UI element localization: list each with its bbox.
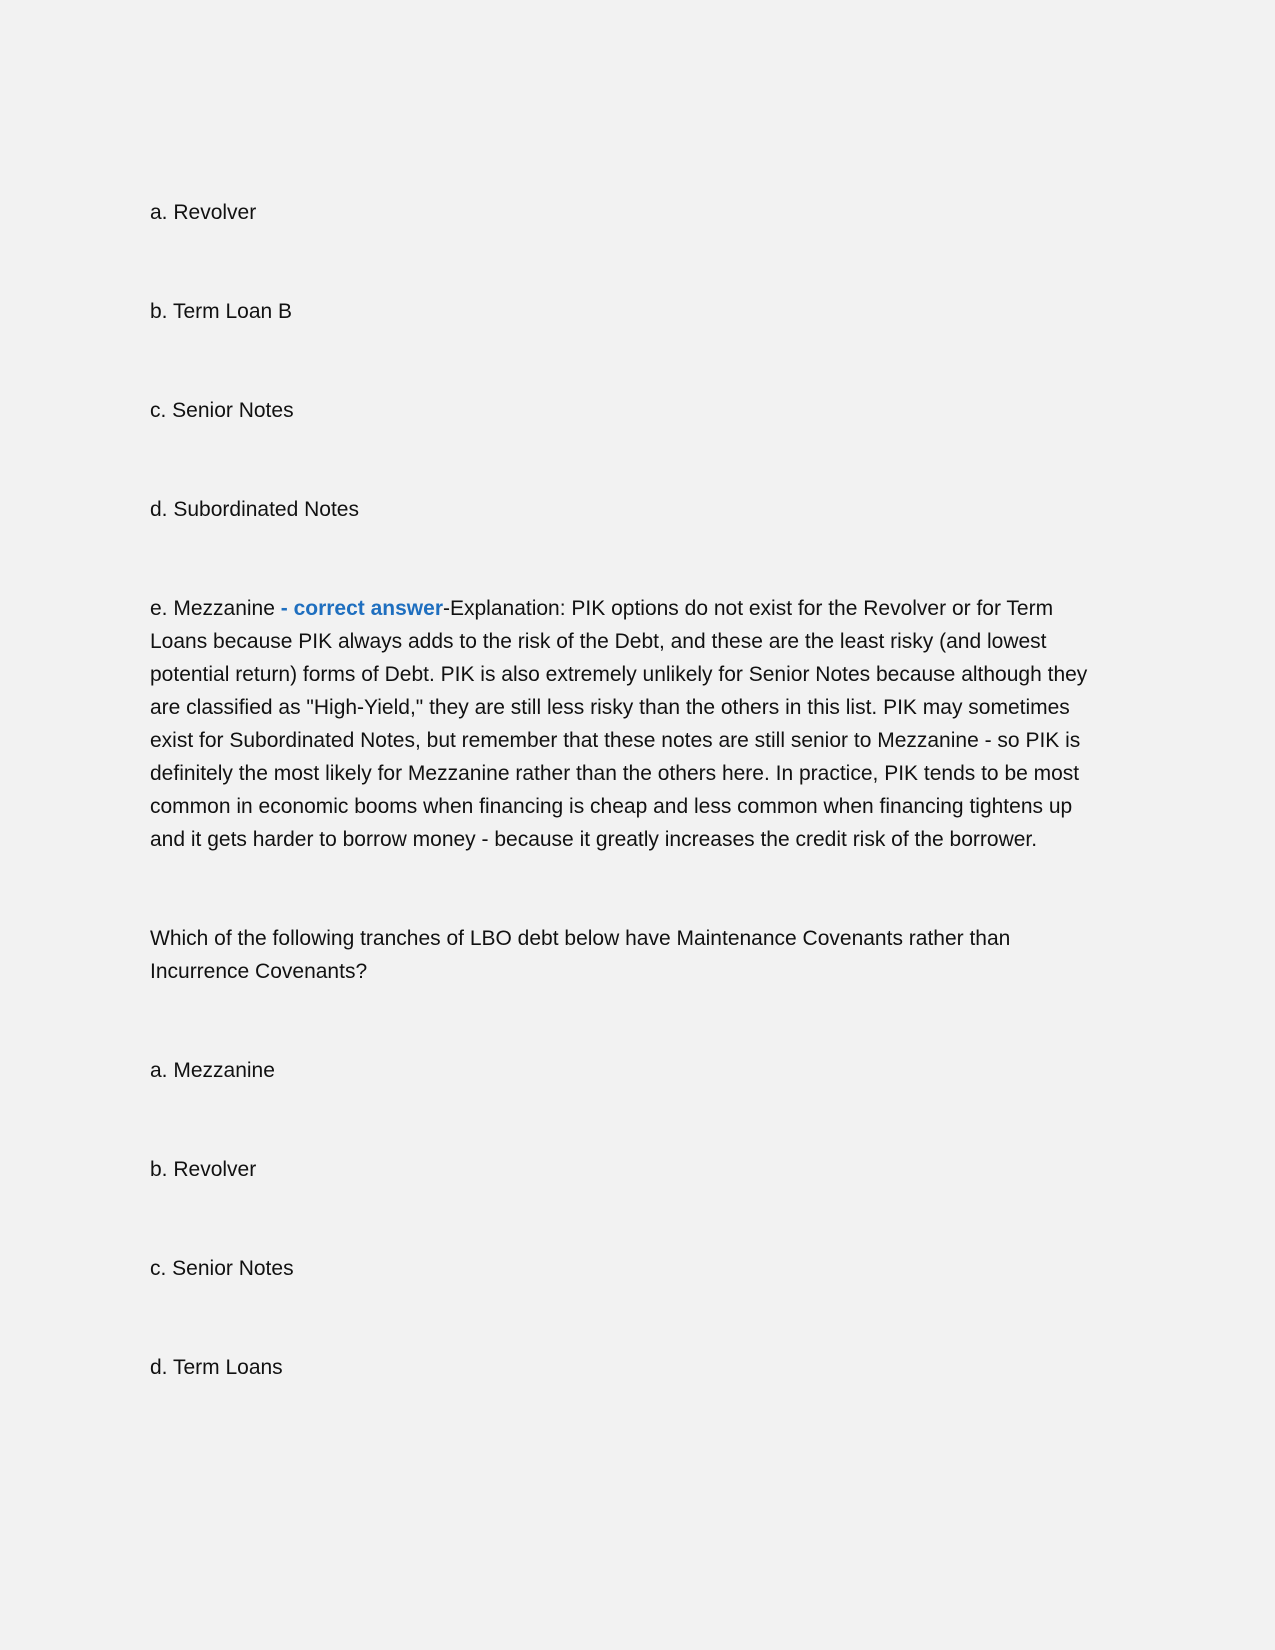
q1-option-d: d. Subordinated Notes: [150, 498, 359, 521]
q1-option-e-with-explanation: [150, 592, 1110, 856]
q2-option-c: c. Senior Notes: [150, 1257, 294, 1280]
q2-option-b: b. Revolver: [150, 1158, 257, 1181]
q1-option-b: b. Term Loan B: [150, 300, 293, 323]
q2-prompt: Which of the following tranches of LBO debt below have Maintenance Covenants rather than Incurrence Covenants?: [150, 927, 1011, 983]
document-page: [150, 196, 1110, 1384]
q2-option-a: a. Mezzanine: [150, 1059, 275, 1082]
q1-option-a: a. Revolver: [150, 201, 257, 224]
q2-option-d: d. Term Loans: [150, 1356, 283, 1379]
q1-option-e: e. Mezzanine: [150, 597, 281, 620]
correct-answer-label: - correct answer: [280, 597, 443, 620]
explanation-text: -Explanation: PIK options do not exist for the Revolver or for Term Loans because PIK always adds to the risk of the Debt, and these are the least risky (and lowest potential return) forms of Debt. PIK is also extremely unlikely for Senior Notes because although they are classified as "High-Yield," they are still less risky than the others in this list. PIK may sometimes exist for Subordinated Notes, but remember that these notes are still senior to Mezzanine - so PIK is definitely the most likely for Mezzanine rather than the others here. In practice, PIK tends to be most common in economic booms when financing is cheap and less common when financing tightens up and it gets harder to borrow money - because it greatly increases the credit risk of the borrower.: [150, 597, 1088, 851]
q1-option-c: c. Senior Notes: [150, 399, 294, 422]
